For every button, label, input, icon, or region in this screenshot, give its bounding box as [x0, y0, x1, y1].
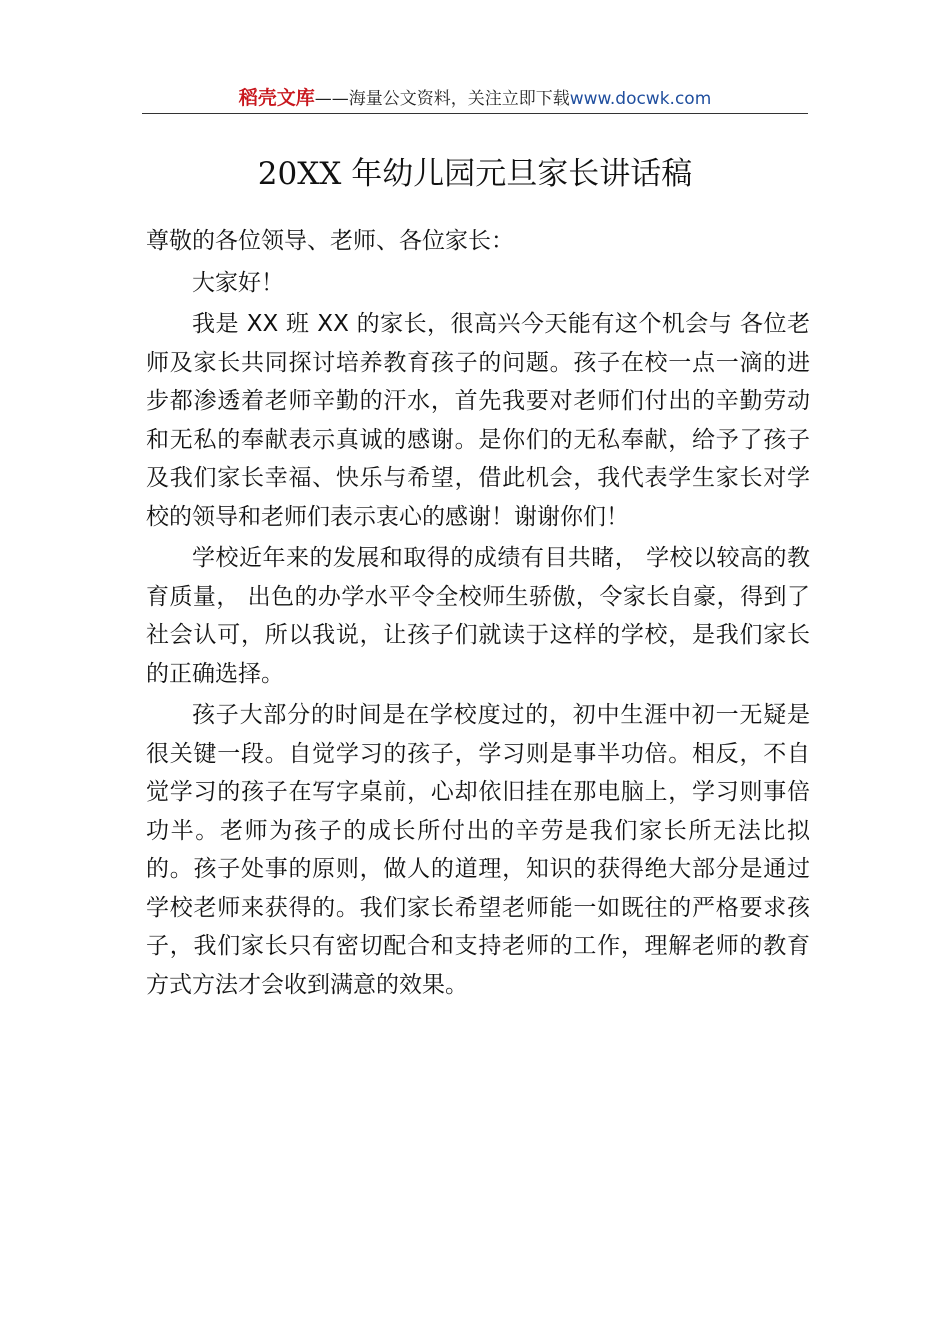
header-url-link[interactable]: www.docwk.com [569, 89, 712, 109]
paragraph-greeting: 大家好！ [192, 269, 284, 296]
page-header [142, 84, 808, 112]
paragraph-introduction: 我是 XX 班 XX 的家长，很高兴今天能有这个机会与 各位老师及家长共同探讨培养教育孩子的问题。孩子在校一点一滴的进步都渗透着老师辛勤的汗水，首先我要对老师们付出的辛勤劳动和无私的奉献表示真诚的感谢。是你们的无私奉献，给予了孩子及我们家长幸福、快乐与希望，借此机会，我代表学生家长对学校的领导和老师们表示衷心的感谢！谢谢你们！ [146, 311, 810, 530]
document-title: 20XX 年幼儿园元旦家长讲话稿 [257, 156, 693, 192]
paragraph-learning: 孩子大部分的时间是在学校度过的，初中生涯中初一无疑是很关键一段。自觉学习的孩子，学习则是事半功倍。相反，不自觉学习的孩子在写字桌前，心却依旧挂在那电脑上，学习则事倍功半。老师为孩子的成长所付出的辛劳是我们家长所无法比拟的。孩子处事的原则，做人的道理，知识的获得绝大部分是通过学校老师来获得的。我们家长希望老师能一如既往的严格要求孩子，我们家长只有密切配合和支持老师的工作，理解老师的教育方式方法才会收到满意的效果。 [146, 702, 810, 998]
salutation: 尊敬的各位领导、老师、各位家长： [146, 228, 514, 254]
header-divider [142, 113, 808, 114]
document-body [146, 222, 810, 1007]
brand-logo-text: 稻壳文库 [238, 87, 315, 109]
header-tagline: ——海量公文资料，关注立即下载 [314, 89, 570, 109]
paragraph-school-achievements: 学校近年来的发展和取得的成绩有目共睹， 学校以较高的教育质量， 出色的办学水平令全校师生骄傲，令家长自豪，得到了社会认可，所以我说，让孩子们就读于这样的学校，是我们家长的正确选择。 [146, 545, 810, 687]
